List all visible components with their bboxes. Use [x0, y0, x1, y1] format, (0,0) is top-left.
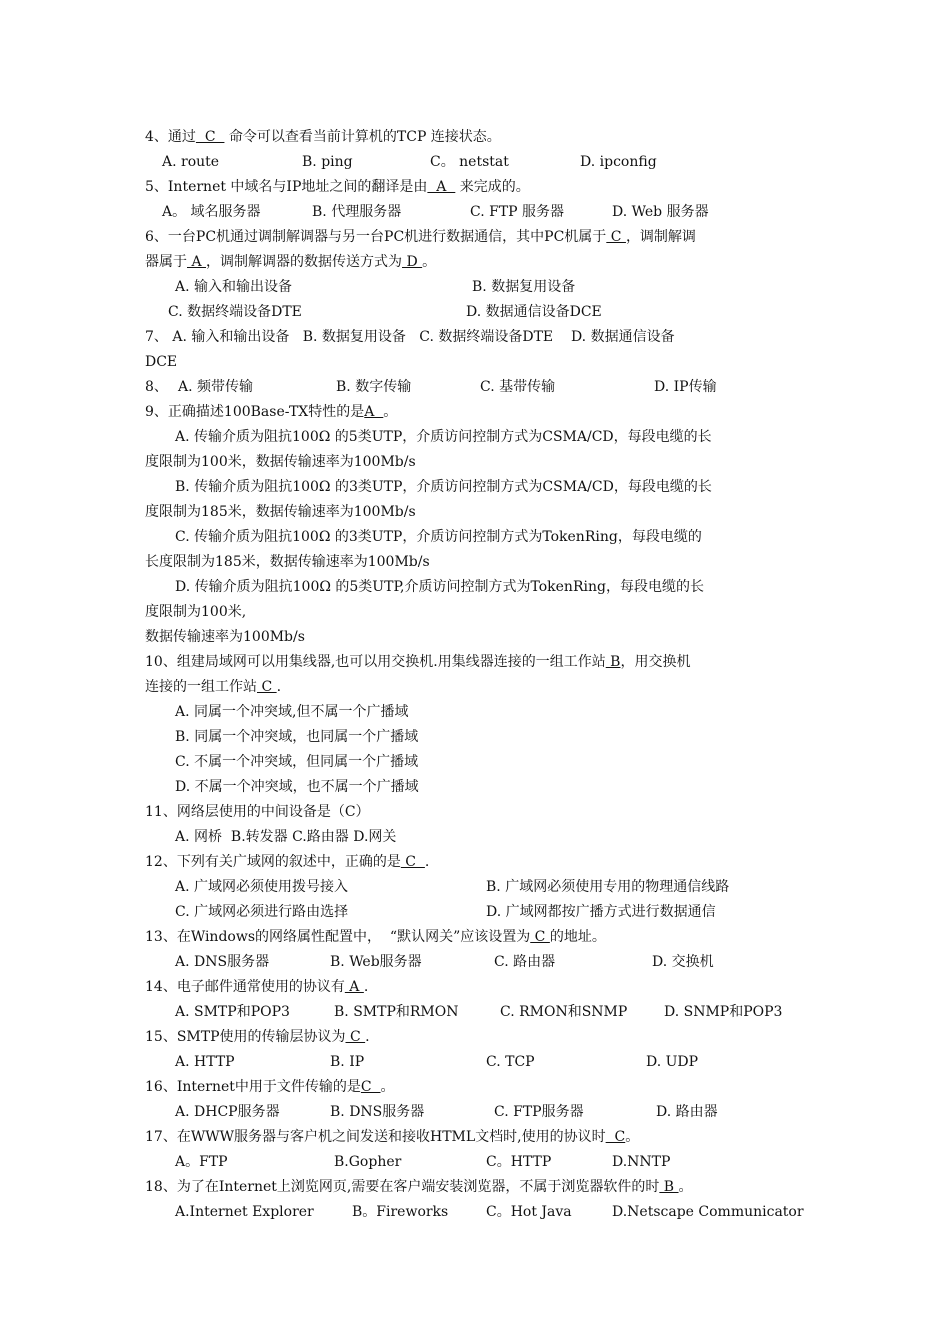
option-a: A. DNS服务器 [175, 954, 270, 970]
option-b: B. DNS服务器 [330, 1104, 425, 1120]
answer-blank: C [257, 679, 277, 695]
option-b: B. 代理服务器 [312, 204, 402, 220]
question-18-stem: 18、为了在Internet上浏览网页,需要在客户端安装浏览器，不属于浏览器软件的时 B 。 [145, 1179, 693, 1195]
option-c: C. 数据终端设备DTE [168, 304, 302, 320]
option-d: D. SNMP和POP3 [664, 1004, 783, 1020]
option-d: D. 不属一个冲突域，也不属一个广播域 [175, 779, 419, 795]
option-a: A.Internet Explorer [175, 1204, 314, 1220]
answer-blank: A [344, 979, 364, 995]
answer-blank: C [345, 1029, 366, 1045]
option-a-line1: A. 传输介质为阻抗100Ω 的5类UTP，介质访问控制方式为CSMA/CD，每段电缆的长 [175, 429, 712, 445]
option-c: C. FTP服务器 [494, 1104, 584, 1120]
answer-blank: A [187, 254, 207, 270]
option-d: D.Netscape Communicator [612, 1204, 804, 1220]
question-16-stem: 16、Internet中用于文件传输的是C 。 [145, 1079, 395, 1095]
option-d: D. 广域网都按广播方式进行数据通信 [486, 904, 716, 920]
option-a: A。FTP [175, 1154, 228, 1170]
option-a: A. DHCP服务器 [175, 1104, 280, 1120]
answer-blank: C [605, 1129, 626, 1145]
option-d: D. 路由器 [656, 1104, 718, 1120]
option-d-line2: 度限制为100米, [145, 604, 247, 620]
option-d: D. 交换机 [652, 954, 714, 970]
question-10-stem-line2: 连接的一组工作站 C . [145, 679, 282, 695]
question-5-stem: 5、Internet 中域名与IP地址之间的翻译是由 A 来完成的。 [145, 179, 530, 195]
answer-blank: A [364, 404, 384, 420]
option-a: A. 同属一个冲突域,但不属一个广播域 [175, 704, 409, 720]
option-b-line1: B. 传输介质为阻抗100Ω 的3类UTP，介质访问控制方式为CSMA/CD，每段电缆的长 [175, 479, 712, 495]
option-a: A. 输入和输出设备 [175, 279, 293, 295]
answer-blank: C [530, 929, 550, 945]
question-8-number: 8、 [145, 379, 168, 395]
answer-blank: B [605, 654, 621, 670]
answer-blank: C [360, 1079, 381, 1095]
option-b: B. ping [302, 154, 353, 170]
option-a: A. 广域网必须使用拨号接入 [175, 879, 349, 895]
option-d: D. ipconfig [580, 154, 657, 170]
option-d-line1: D. 传输介质为阻抗100Ω 的5类UTP,介质访问控制方式为TokenRing，每段电缆的长 [175, 579, 704, 595]
option-b: B. 数据复用设备 [472, 279, 576, 295]
option-b: B.Gopher [334, 1154, 402, 1170]
option-c: C. 不属一个冲突域，但同属一个广播域 [175, 754, 419, 770]
option-c: C. RMON和SNMP [500, 1004, 628, 1020]
answer-blank: C [606, 229, 626, 245]
question-11-options: A. 网桥 B.转发器 C.路由器 D.网关 [175, 829, 397, 845]
option-c: C。Hot Java [486, 1204, 572, 1220]
question-7-line2: DCE [145, 354, 178, 370]
question-10-stem-line1: 10、组建局域网可以用集线器,也可以用交换机.用集线器连接的一组工作站 B，用交换机 [145, 654, 691, 670]
option-d: D. Web 服务器 [612, 204, 709, 220]
question-13-stem: 13、在Windows的网络属性配置中， “默认网关”应该设置为 C 的地址。 [145, 929, 606, 945]
question-6-stem-line1: 6、一台PC机通过调制解调器与另一台PC机进行数据通信，其中PC机属于 C ，调制解调 [145, 229, 696, 245]
option-c-line2: 长度限制为185米，数据传输速率为100Mb/s [145, 554, 430, 570]
option-c: C. 路由器 [494, 954, 556, 970]
option-a-line2: 度限制为100米，数据传输速率为100Mb/s [145, 454, 416, 470]
option-a: A. SMTP和POP3 [175, 1004, 290, 1020]
question-4-stem: 4、通过 C 命令可以查看当前计算机的TCP 连接状态。 [145, 129, 501, 145]
option-a: A. route [162, 154, 220, 170]
answer-blank: B [659, 1179, 679, 1195]
option-b: B. 广域网必须使用专用的物理通信线路 [486, 879, 730, 895]
option-b: B。Fireworks [352, 1204, 449, 1220]
answer-blank: C [195, 129, 225, 145]
question-11-stem: 11、网络层使用的中间设备是（C） [145, 804, 370, 820]
answer-blank: D [402, 254, 423, 270]
option-d: D. 数据通信设备DCE [466, 304, 602, 320]
option-c: C. FTP 服务器 [470, 204, 565, 220]
option-c: C. TCP [486, 1054, 535, 1070]
option-a: A. HTTP [175, 1054, 235, 1070]
question-9-stem: 9、正确描述100Base-TX特性的是A 。 [145, 404, 398, 420]
option-b: B. IP [330, 1054, 365, 1070]
question-15-stem: 15、SMTP使用的传输层协议为 C . [145, 1029, 370, 1045]
question-12-stem: 12、下列有关广域网的叙述中，正确的是 C . [145, 854, 430, 870]
option-b: B. 数字传输 [336, 379, 412, 395]
option-b: B. 同属一个冲突域，也同属一个广播域 [175, 729, 419, 745]
answer-blank: A [427, 179, 456, 195]
option-d: D. IP传输 [654, 379, 717, 395]
option-d: D.NNTP [612, 1154, 671, 1170]
option-c: C. 基带传输 [480, 379, 556, 395]
option-c: C. 广域网必须进行路由选择 [175, 904, 349, 920]
option-d: D. UDP [646, 1054, 699, 1070]
option-a: A. 频带传输 [178, 379, 254, 395]
question-17-stem: 17、在WWW服务器与客户机之间发送和接收HTML文档时,使用的协议时 C。 [145, 1129, 640, 1145]
option-a: A。 域名服务器 [162, 204, 261, 220]
option-c: C。HTTP [486, 1154, 552, 1170]
option-b: B. SMTP和RMON [334, 1004, 459, 1020]
question-14-stem: 14、电子邮件通常使用的协议有 A . [145, 979, 369, 995]
option-d-line3: 数据传输速率为100Mb/s [145, 629, 305, 645]
option-b: B. Web服务器 [330, 954, 422, 970]
answer-blank: C [400, 854, 425, 870]
option-c-line1: C. 传输介质为阻抗100Ω 的3类UTP，介质访问控制方式为TokenRing，每段电缆的 [175, 529, 702, 545]
question-6-stem-line2: 器属于 A ，调制解调器的数据传送方式为 D 。 [145, 254, 437, 270]
question-7-line1: 7、 A. 输入和输出设备 B. 数据复用设备 C. 数据终端设备DTE D. 数据通信设备 [145, 329, 675, 345]
option-b-line2: 度限制为185米，数据传输速率为100Mb/s [145, 504, 416, 520]
option-c: C。 netstat [430, 154, 509, 170]
